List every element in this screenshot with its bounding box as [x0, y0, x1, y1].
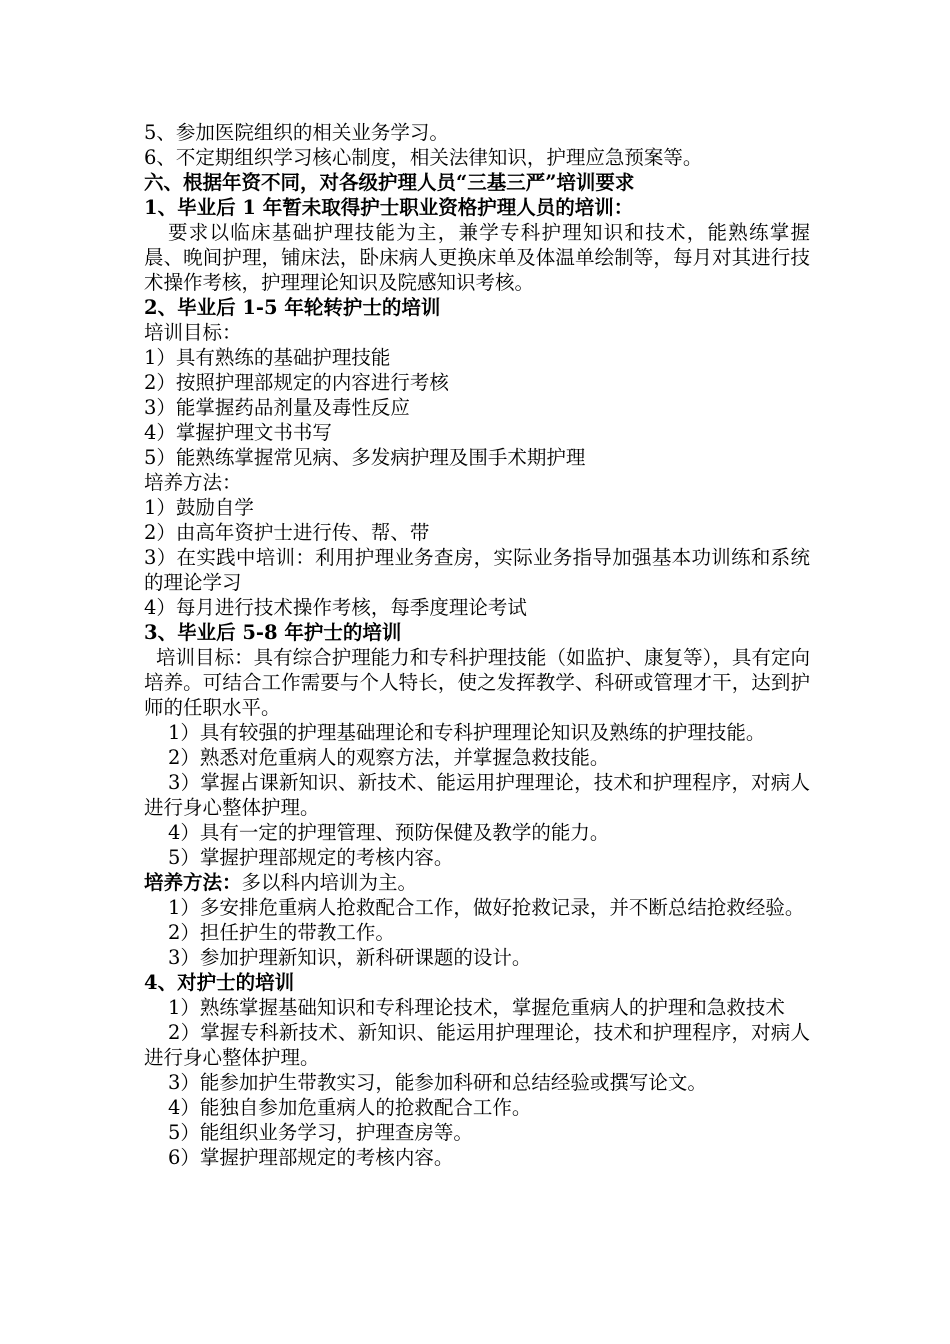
goal-item: 3）掌握占课新知识、新技术、能运用护理理论，技术和护理程序，对病人进行身心整体护理。: [144, 771, 810, 819]
goal-item: 2）熟悉对危重病人的观察方法，并掌握急救技能。: [168, 746, 610, 769]
method-item: 3）参加护理新知识，新科研课题的设计。: [168, 946, 532, 969]
section-6-heading: 六、根据年资不同，对各级护理人员“三基三严”培训要求: [144, 171, 635, 194]
goal-item: 1）具有熟练的基础护理技能: [144, 346, 391, 369]
method-item: 3）在实践中培训：利用护理业务查房，实际业务指导加强基本功训练和系统的理论学习: [144, 546, 810, 594]
training-goal-label: 培训目标：: [144, 321, 242, 344]
subsection-3-goal: 培训目标：具有综合护理能力和专科护理技能（如监护、康复等），具有定向培养。可结合工作需要与个人特长，使之发挥教学、科研或管理才干，达到护师的任职水平。: [144, 646, 810, 719]
subsection-1-heading: 1、毕业后 1 年暂未取得护士职业资格护理人员的培训：: [144, 196, 634, 219]
method-item: 1）多安排危重病人抢救配合工作，做好抢救记录，并不断总结抢救经验。: [168, 896, 805, 919]
item-5-hospital-study: 5、参加医院组织的相关业务学习。: [144, 121, 449, 144]
nurse-item: 5）能组织业务学习，护理查房等。: [168, 1121, 473, 1144]
nurse-item: 4）能独自参加危重病人的抢救配合工作。: [168, 1096, 532, 1119]
method-intro: 多以科内培训为主。: [241, 871, 418, 894]
item-6-core-system-study: 6、不定期组织学习核心制度，相关法律知识，护理应急预案等。: [144, 146, 703, 169]
method-label-bold: 培养方法：: [144, 871, 242, 894]
subsection-3-heading: 3、毕业后 5-8 年护士的培训: [144, 621, 402, 644]
goal-item: 4）具有一定的护理管理、预防保健及教学的能力。: [168, 821, 610, 844]
method-item: 2）由高年资护士进行传、帮、带: [144, 521, 430, 544]
goal-item: 4）掌握护理文书书写: [144, 421, 332, 444]
training-method-label: 培养方法：: [144, 471, 242, 494]
nurse-item: 1）熟练掌握基础知识和专科理论技术，掌握危重病人的护理和急救技术: [168, 996, 785, 1019]
goal-item: 1）具有较强的护理基础理论和专科护理理论知识及熟练的护理技能。: [168, 721, 766, 744]
goal-item: 2）按照护理部规定的内容进行考核: [144, 371, 449, 394]
nurse-item: 2）掌握专科新技术、新知识、能运用护理理论，技术和护理程序，对病人进行身心整体护理。: [144, 1021, 810, 1069]
subsection-4-heading: 4、对护士的培训: [144, 971, 295, 994]
subsection-1-body: 要求以临床基础护理技能为主，兼学专科护理知识和技术，能熟练掌握晨、晚间护理，铺床法，卧床病人更换床单及体温单绘制等，每月对其进行技术操作考核，护理理论知识及院感知识考核。: [144, 221, 810, 294]
method-item: 2）担任护生的带教工作。: [168, 921, 395, 944]
nurse-item: 3）能参加护生带教实习，能参加科研和总结经验或撰写论文。: [168, 1071, 707, 1094]
goal-item: 5）能熟练掌握常见病、多发病护理及围手术期护理: [144, 446, 586, 469]
method-item: 4）每月进行技术操作考核，每季度理论考试: [144, 596, 527, 619]
nurse-item: 6）掌握护理部规定的考核内容。: [168, 1146, 454, 1169]
method-line: [144, 870, 810, 895]
method-item: 1）鼓励自学: [144, 496, 254, 519]
goal-item: 5）掌握护理部规定的考核内容。: [168, 846, 454, 869]
goal-item: 3）能掌握药品剂量及毒性反应: [144, 396, 410, 419]
subsection-2-heading: 2、毕业后 1-5 年轮转护士的培训: [144, 296, 441, 319]
